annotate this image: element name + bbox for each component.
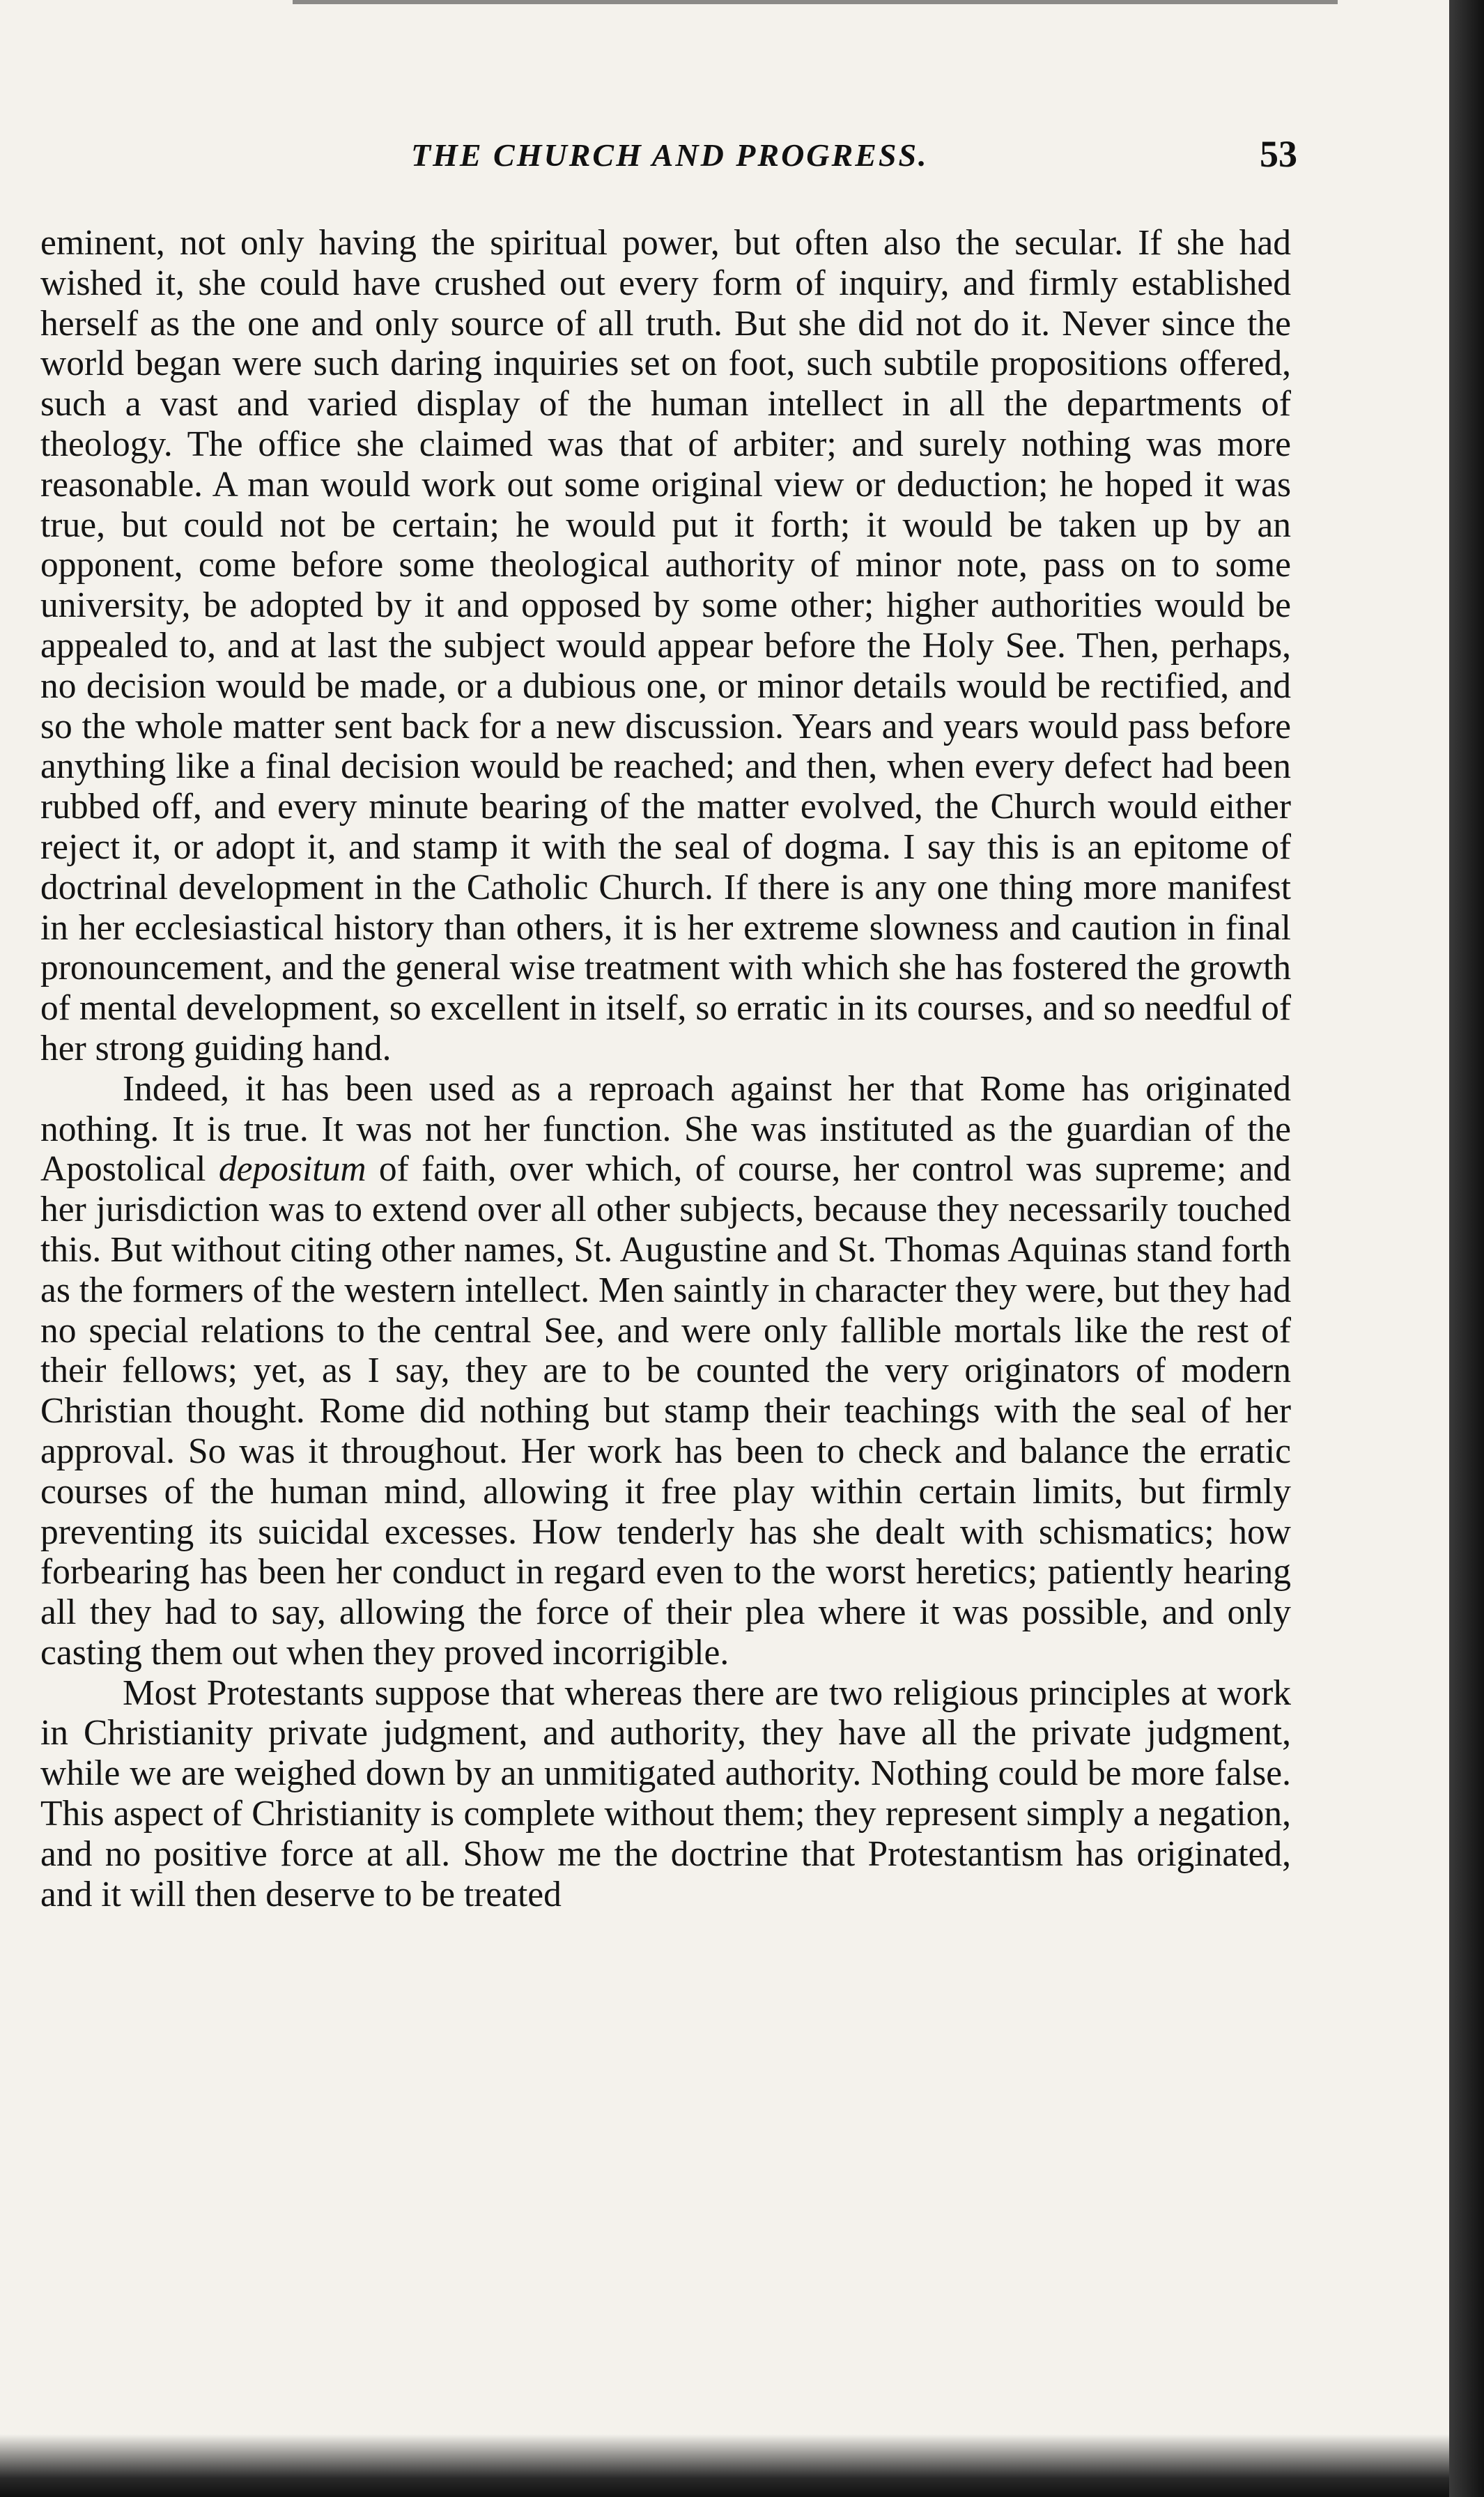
paragraph-1: eminent, not only having the spiritual power, but often also the secular. If she had wished it, she could have crushed out every form of inquiry, and firmly established herself as the one and only source of all truth. But she did not do it. Never since the world began were such daring inquiries set on foot, such subtile propositions offered, such a vast and varied display of the human intellect in all the departments of theology. The office she claimed was that of arbiter; and surely nothing was more reasonable. A man would work out some original view or deduction; he hoped it was true, but could not be certain; he would put it forth; it would be taken up by an opponent, come before some theological authority of minor note, pass on to some university, be adopted by it and opposed by some other; higher authorities would be appealed to, and at last the subject would appear before the Holy See. Then, perhaps, no decision would be made, or a dubious one, or minor details would be rectified, and so the whole matter sent back for a new discussion. Years and years would pass before anything like a final decision would be reached; and then, when every defect had been rubbed off, and every minute bearing of the matter evolved, the Church would either reject it, or adopt it, and stamp it with the seal of dogma. I say this is an epitome of doctrinal development in the Catholic Church. If there is any one thing more manifest in her ecclesiastical history than others, it is her extreme slowness and caution in final pronouncement, and the general wise treatment with which she has fostered the growth of mental development, so excellent in itself, so erratic in its courses, and so needful of her strong guiding hand. [40, 223, 1291, 1068]
page-edge-shadow [1449, 0, 1484, 2497]
page-header [0, 133, 1449, 185]
paragraph-2 [40, 1069, 1291, 1673]
paragraph-2-text-after: of faith, over which, of course, her control was supreme; and her jurisdiction was to extend over all other subjects, because they necessarily touched this. But without citing other names, St. Augustine and St. Thomas Aquinas stand forth as the formers of the western intellect. Men saintly in character they were, but they had no special relations to the central See, and were only fallible mortals like the rest of their fellows; yet, as I say, they are to be counted the very originators of modern Christian thought. Rome did nothing but stamp their teachings with the seal of her approval. So was it throughout. Her work has been to check and balance the erratic courses of the human mind, allowing it free play within certain limits, but firmly preventing its suicidal excesses. How tenderly has she dealt with schismatics; how forbearing has been her conduct in regard even to the worst heretics; patiently hearing all they had to say, allowing the force of their plea where it was possible, and only casting them out when they proved incorrigible. [40, 1149, 1292, 1673]
paragraph-2-text-before: Indeed, it has been used as a reproach against her that Rome has originated nothing. It is true. It was not her function. She was instituted as the guardian of the Apostolical [40, 1068, 1291, 1190]
paragraph-3: Most Protestants suppose that whereas there are two religious principles at work in Christianity private judgment, and authority, they have all the private judgment, while we are weighed down by an unmitigated authority. Nothing could be more false. This aspect of Christianity is complete without them; they represent simply a negation, and no positive force at all. Show me the doctrine that Protestantism has originated, and it will then deserve to be treated [40, 1673, 1291, 1914]
italic-term: depositum [218, 1149, 366, 1190]
running-head: THE CHURCH AND PROGRESS. [411, 137, 929, 173]
body-text [40, 223, 1291, 1914]
top-edge-shadow [293, 0, 1338, 4]
bottom-edge-shadow [0, 2434, 1449, 2497]
page-number: 53 [1260, 133, 1297, 175]
